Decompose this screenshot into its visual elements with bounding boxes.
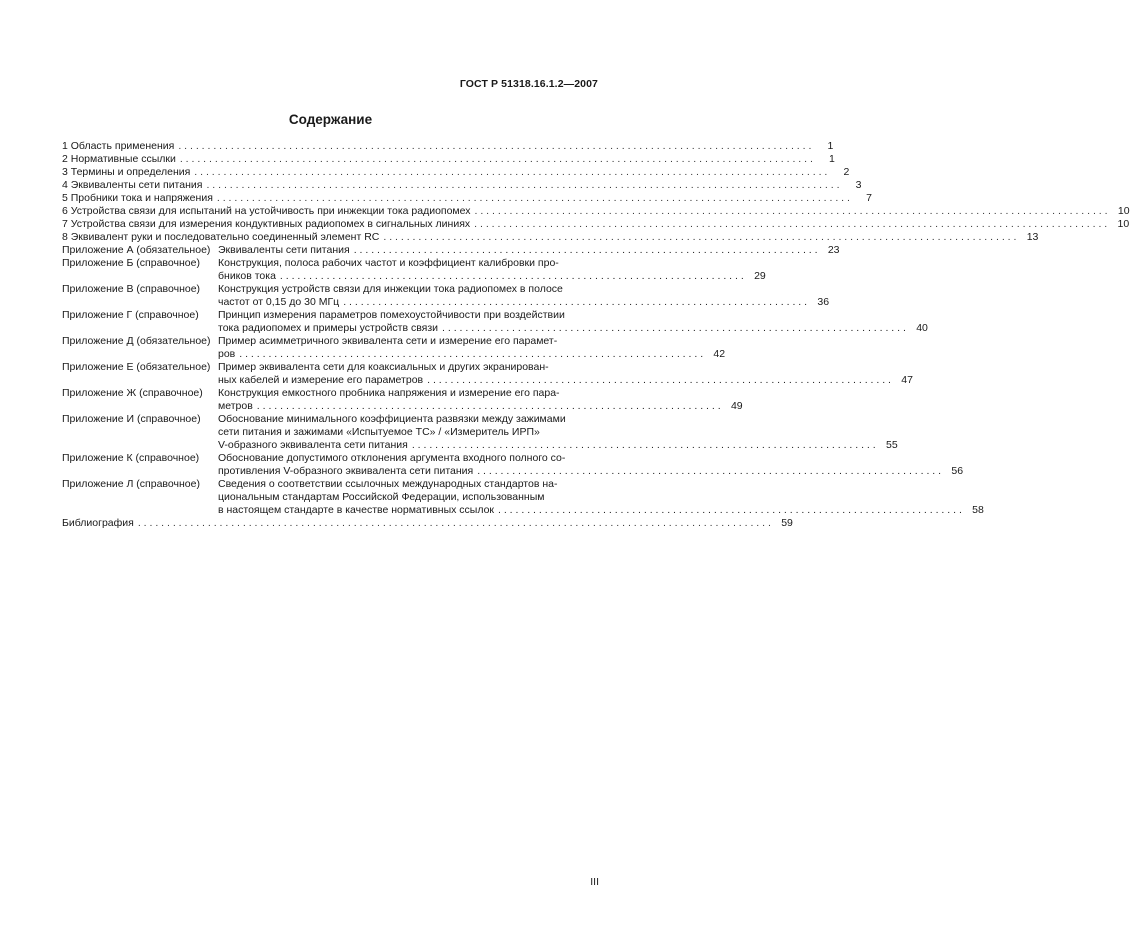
dot-leader <box>475 205 1108 218</box>
dot-leader <box>280 270 744 283</box>
toc-appendix-entry[interactable] <box>62 452 964 478</box>
appendix-desc-line: Эквиваленты сети питания <box>218 244 350 256</box>
toc-entry-page: 42 <box>713 348 726 360</box>
dot-leader <box>442 322 906 335</box>
dot-leader <box>239 348 703 361</box>
dot-leader <box>194 166 827 179</box>
toc-entry-page: 23 <box>827 244 840 256</box>
table-of-contents <box>62 140 1130 530</box>
dot-leader <box>383 231 1016 244</box>
toc-entry-page: 47 <box>901 374 913 386</box>
toc-entry[interactable] <box>62 205 1130 218</box>
appendix-desc-line: Обоснование допустимого отклонения аргумента входного полного со- <box>218 452 566 464</box>
toc-appendix-entry[interactable] <box>62 309 928 335</box>
appendix-desc-line: V-образного эквивалента сети питания <box>218 439 408 451</box>
toc-entry[interactable] <box>62 192 872 205</box>
appendix-desc-line: Пример асимметричного эквивалента сети и измерение его парамет- <box>218 335 558 347</box>
toc-entry-page: 55 <box>885 439 898 451</box>
appendix-desc-line: сети питания и зажимами «Испытуемое ТС» / «Измеритель ИРП» <box>218 426 540 438</box>
appendix-label: Приложение Л (справочное) <box>62 478 200 490</box>
toc-entry-page: 49 <box>730 400 743 412</box>
dot-leader <box>412 439 876 452</box>
toc-entry-page: 56 <box>951 465 964 477</box>
document-code: ГОСТ Р 51318.16.1.2—2007 <box>459 78 598 90</box>
toc-entry[interactable] <box>62 218 1130 231</box>
appendix-label: Приложение Б (справочное) <box>62 257 200 269</box>
dot-leader <box>498 504 962 517</box>
toc-appendix-entry[interactable] <box>62 361 913 387</box>
toc-appendix-entry[interactable] <box>62 387 743 413</box>
appendix-desc-line: ных кабелей и измерение его параметров <box>218 374 424 386</box>
toc-entry-page: 40 <box>916 322 928 334</box>
toc-appendix-entry[interactable] <box>62 257 766 283</box>
page-number: III <box>590 876 599 888</box>
toc-appendix-entry[interactable] <box>62 335 726 361</box>
appendix-desc-line: Конструкция емкостного пробника напряжения и измерение его пара- <box>218 387 560 399</box>
toc-entry-text: Библиография <box>62 517 134 529</box>
toc-entry-page: 58 <box>972 504 984 516</box>
appendix-label: Приложение В (справочное) <box>62 283 201 295</box>
appendix-desc-line: ров <box>218 348 236 360</box>
appendix-desc-line: Принцип измерения параметров помехоустойчивости при воздействии <box>218 309 565 321</box>
dot-leader <box>354 244 818 257</box>
toc-entry[interactable] <box>62 231 1039 244</box>
toc-entry-text: 4 Эквиваленты сети питания <box>62 179 203 191</box>
toc-entry[interactable] <box>62 153 835 166</box>
dot-leader <box>206 179 839 192</box>
toc-entry-bibliography[interactable] <box>62 517 793 530</box>
toc-entry-text: 5 Пробники тока и напряжения <box>62 192 213 204</box>
toc-entry-text: 8 Эквивалент руки и последовательно соединенный элемент RC <box>62 231 380 243</box>
toc-entry-text: 7 Устройства связи для измерения кондуктивных радиопомех в сигнальных линиях <box>62 218 471 230</box>
toc-entry-page: 59 <box>781 517 793 529</box>
appendix-desc-line: бников тока <box>218 270 276 282</box>
toc-entry-page: 3 <box>855 179 862 191</box>
appendix-desc-line: в настоящем стандарте в качестве нормативных ссылок <box>218 504 495 516</box>
toc-entry-page: 1 <box>829 153 835 165</box>
dot-leader <box>343 296 807 309</box>
toc-appendices <box>62 244 984 517</box>
toc-entry-page: 1 <box>827 140 834 152</box>
toc-entry[interactable] <box>62 140 834 153</box>
appendix-desc-line: Обоснование минимального коэффициента развязки между зажимами <box>218 413 566 425</box>
appendix-label: Приложение А (обязательное) <box>62 244 211 256</box>
toc-entry-text: 3 Термины и определения <box>62 166 191 178</box>
appendix-label: Приложение Г (справочное) <box>62 309 199 321</box>
toc-appendix-entry[interactable] <box>62 244 840 257</box>
appendix-desc-line: метров <box>218 400 253 412</box>
toc-entry-text: 6 Устройства связи для испытаний на устойчивость при инжекции тока радиопомех <box>62 205 471 217</box>
appendix-label: Приложение Е (обязательное) <box>62 361 211 373</box>
appendix-label: Приложение Д (обязательное) <box>62 335 211 347</box>
toc-entry-page: 29 <box>754 270 766 282</box>
appendix-desc-line: Конструкция, полоса рабочих частот и коэффициент калибровки про- <box>218 257 559 269</box>
appendix-label: Приложение И (справочное) <box>62 413 201 425</box>
page-title: Содержание <box>288 112 373 127</box>
appendix-desc-line: Конструкция устройств связи для инжекции тока радиопомех в полосе <box>218 283 563 295</box>
toc-entry-text: 2 Нормативные ссылки <box>62 153 176 165</box>
dot-leader <box>180 153 813 166</box>
dot-leader <box>477 465 941 478</box>
dot-leader <box>427 374 891 387</box>
dot-leader <box>178 140 811 153</box>
appendix-desc-line: Пример эквивалента сети для коаксиальных и других экранирован- <box>218 361 549 373</box>
toc-entry-page: 10 <box>1117 218 1130 230</box>
toc-entry[interactable] <box>62 166 850 179</box>
appendix-label: Приложение Ж (справочное) <box>62 387 203 399</box>
dot-leader <box>138 517 771 530</box>
toc-entry-page: 10 <box>1117 205 1130 217</box>
toc-sections <box>62 140 1130 244</box>
toc-entry-page: 2 <box>843 166 850 178</box>
appendix-desc-line: тока радиопомех и примеры устройств связи <box>218 322 439 334</box>
toc-appendix-entry[interactable] <box>62 283 830 309</box>
toc-entry-text: 1 Область применения <box>62 140 175 152</box>
appendix-desc-line: частот от 0,15 до 30 МГц <box>218 296 340 308</box>
dot-leader <box>474 218 1107 231</box>
dot-leader <box>257 400 721 413</box>
toc-appendix-entry[interactable] <box>62 413 898 452</box>
toc-entry-page: 13 <box>1026 231 1039 243</box>
toc-appendix-entry[interactable] <box>62 478 984 517</box>
appendix-label: Приложение К (справочное) <box>62 452 200 464</box>
dot-leader <box>217 192 850 205</box>
toc-entry[interactable] <box>62 179 862 192</box>
appendix-desc-line: циональным стандартам Российской Федерации, использованным <box>218 491 545 503</box>
toc-entry-page: 36 <box>817 296 830 308</box>
appendix-desc-line: Сведения о соответствии ссылочных международных стандартов на- <box>218 478 558 490</box>
toc-entry-page: 7 <box>866 192 872 204</box>
appendix-desc-line: противления V-образного эквивалента сети питания <box>218 465 474 477</box>
